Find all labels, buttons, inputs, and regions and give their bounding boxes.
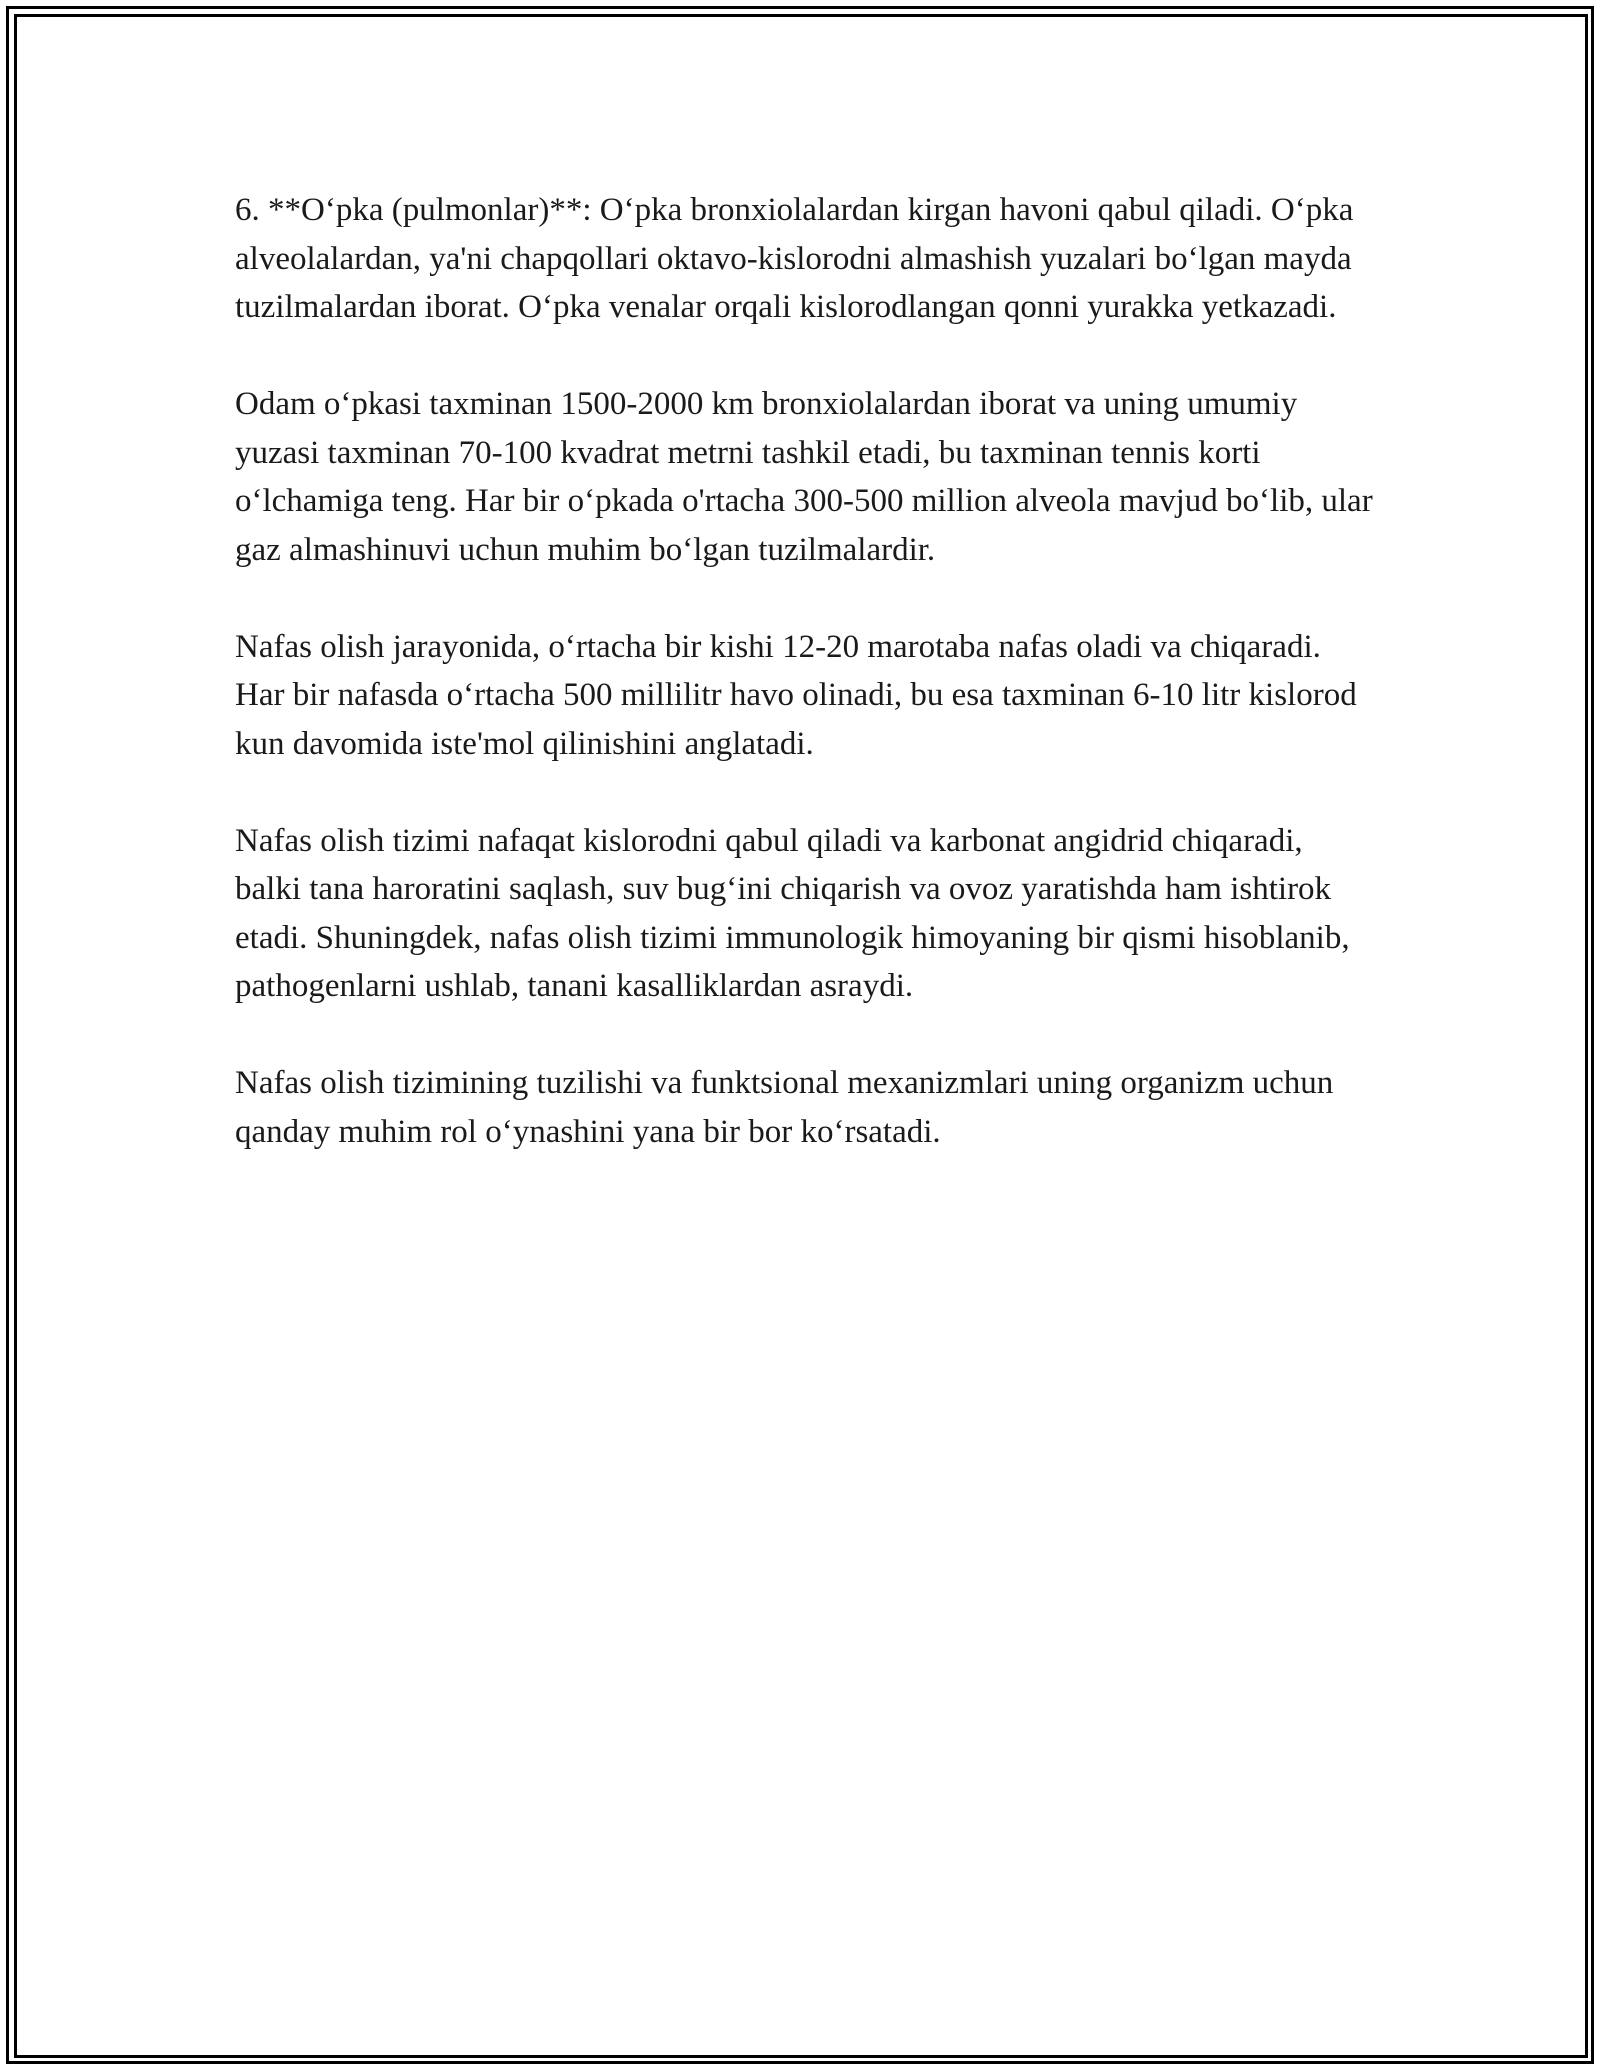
paragraph-conclusion: Nafas olish tizimining tuzilishi va funktsional mexanizmlari uning organizm uchun qanday muhim rol o‘ynashini yana bir bor ko‘rsatadi. [235, 1065, 1334, 1150]
paragraph-breathing-rate: Nafas olish jarayonida, o‘rtacha bir kishi 12-20 marotaba nafas oladi va chiqaradi. Har bir nafasda o‘rtacha 500 millilitr havo olinadi, bu esa taxminan 6-10 litr kislorod kun davomida iste'mol qilinishini anglatadi. [235, 628, 1357, 762]
paragraph-opka: 6. **O‘pka (pulmonlar)**: O‘pka bronxiolalardan kirgan havoni qabul qiladi. O‘pka alveolalardan, ya'ni chapqollari oktavo-kislorodni almashish yuzalari bo‘lgan mayda tuzilmalardan iborat. O‘pka venalar orqali kislorodlangan qonni yurakka yetkazadi. [235, 192, 1354, 325]
document-body [235, 186, 1375, 1156]
paragraph-system-functions: Nafas olish tizimi nafaqat kislorodni qabul qiladi va karbonat angidrid chiqaradi, balki tana haroratini saqlash, suv bug‘ini chiqarish va ovoz yaratishda ham ishtirok etadi. Shuningdek, nafas olish tizimi immunologik himoyaning bir qismi hisoblanib, pathogenlarni ushlab, tanani kasalliklardan asraydi. [235, 822, 1350, 1004]
paragraph-opka-size: Odam o‘pkasi taxminan 1500-2000 km bronxiolalardan iborat va uning umumiy yuzasi taxminan 70-100 kvadrat metrni tashkil etadi, bu taxminan tennis korti o‘lchamiga teng. Har bir o‘pkada o'rtacha 300-500 million alveola mavjud bo‘lib, ular gaz almashinuvi uchun muhim bo‘lgan tuzilmalardir. [235, 386, 1373, 568]
